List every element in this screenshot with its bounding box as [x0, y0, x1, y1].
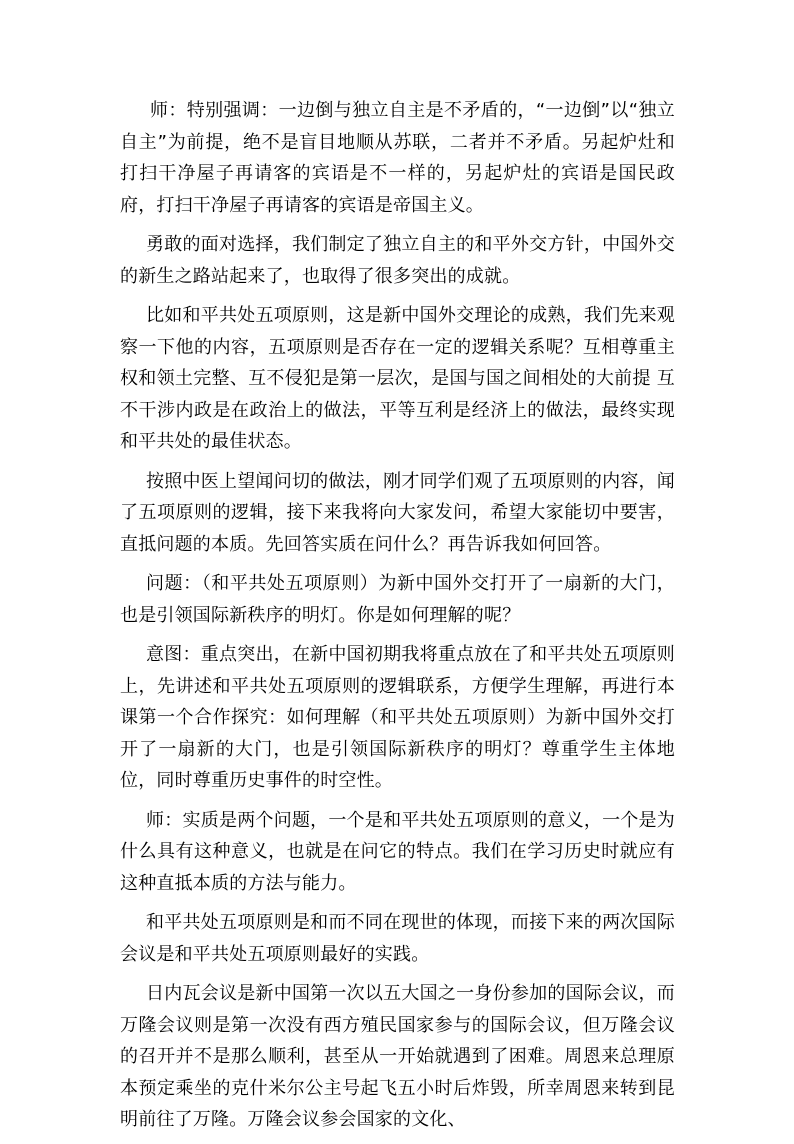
paragraph-chinese-medicine-method: 按照中医上望闻问切的做法，刚才同学们观了五项原则的内容，闻了五项原则的逻辑，接下来我将向大家发问，希望大家能切中要害，直抵问题的本质。先回答实质在问什么？再告诉我如何回答。: [120, 470, 675, 555]
paragraph-five-principles: 比如和平共处五项原则，这是新中国外交理论的成熟，我们先来观察一下他的内容，五项原则是否存在一定的逻辑关系呢？互相尊重主权和领土完整、互不侵犯是第一层次，是国与国之间相处的大前提 互不干涉内政是在政治上的做法，平等互利是经济上的做法，最终实现和平共处的最佳状态。: [120, 305, 675, 452]
document-body: [120, 95, 675, 1144]
paragraph-question: 问题：（和平共处五项原则）为新中国外交打开了一扇新的大门，也是引领国际新秩序的明灯。你是如何理解的呢？: [120, 573, 675, 626]
paragraph-independent-policy: 勇敢的面对选择，我们制定了独立自主的和平外交方针，中国外交的新生之路站起来了，也取得了很多突出的成就。: [120, 234, 675, 287]
paragraph-teacher-emphasis: 师：特别强调：一边倒与独立自主是不矛盾的，“一边倒”以“独立自主”为前提，绝不是盲目地顺从苏联，二者并不矛盾。另起炉灶和打扫干净屋子再请客的宾语是不一样的，另起炉灶的宾语是国民政府，打扫干净屋子再请客的宾语是帝国主义。: [120, 100, 675, 216]
paragraph-geneva-bandung: 日内瓦会议是新中国第一次以五大国之一身份参加的国际会议，而万隆会议则是第一次没有西方殖民国家参与的国际会议，但万隆会议的召开并不是那么顺利，甚至从一开始就遇到了困难。周恩来总理原本预定乘坐的克什米尔公主号起飞五小时后炸毁，所幸周恩来转到昆明前往了万隆。万隆会议参会国家的文化、: [120, 983, 675, 1130]
paragraph-harmony-practice: 和平共处五项原则是和而不同在现世的体现，而接下来的两次国际会议是和平共处五项原则最好的实践。: [120, 912, 675, 965]
paragraph-teacher-answer: 师：实质是两个问题，一个是和平共处五项原则的意义，一个是为什么具有这种意义，也就是在问它的特点。我们在学习历史时就应有这种直抵本质的方法与能力。: [120, 809, 675, 894]
paragraph-intention: 意图：重点突出，在新中国初期我将重点放在了和平共处五项原则上，先讲述和平共处五项原则的逻辑联系，方便学生理解，再进行本课第一个合作探究：如何理解（和平共处五项原则）为新中国外交打开了一扇新的大门，也是引领国际新秩序的明灯？尊重学生主体地位，同时尊重历史事件的时空性。: [120, 644, 675, 791]
